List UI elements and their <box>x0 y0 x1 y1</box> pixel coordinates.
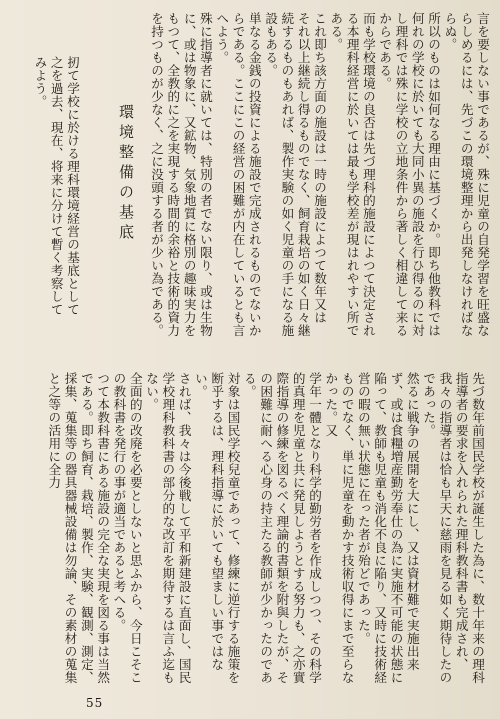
paragraph: 先づ数年前国民学校が誕生した為に、数十年来の理科指導者の要求を入れられた理科教科書も完成され、我々の指導者は恰も早天に慈雨を見る如く期待したのであった。 <box>421 372 485 684</box>
intro-paragraph: 扨て学校に於ける理科環境経営の基底として之を過去、現在、将来に分けて暫く考察してみよう。 <box>32 56 80 316</box>
paragraph: 言を要しない事であるが、殊に児童の自発学習を旺盛ならしめるには、先づこの環境整理から出発しなければならぬ。 <box>442 12 490 337</box>
section-heading <box>86 58 138 318</box>
lower-text-block <box>46 372 485 692</box>
paragraph: されば、我々は今後戦して平和新建設に直面し、国民学校理科教科書の部分的な改訂を期待するは言ふ迄もない。 <box>144 372 192 684</box>
paragraph: 殊に指導者に就いては、特別の者でない限り、或は生物に、或は物象に、又鉱物、気象地質に格別の趣味実力をもつて、全教的に之を実現する時間的余裕と技術的資力を持つものが少なく、之に没頭する者が少い為である。 <box>149 12 213 337</box>
paragraph: つて本教科書にある施設の完全な実現を図る事は当然である。即ち飼育、栽培、製作、実験、観測、測定、採集、蒐集等の器具器械設備は勿論、その素材の蒐集と之等の活用に全力 <box>46 372 111 684</box>
paragraph: 而も学校環境の良否は先づ理科的施設によつて決定される本理科経営に於いては最も学校差が現はれやすい所である。 <box>328 12 376 337</box>
paragraph: 全面的の改廃を必要としないと思ふから、今日こそこの教科書を発行の事が適当であると考へる。 <box>111 372 143 684</box>
paragraph: 所以のものは如何なる理由に基づくか。即ち他教科では何れの学校に於いても大同小異の施設を行ひ得るのに対し理科では殊に学校の立地条件から著しく相違して来るからである。 <box>377 12 442 337</box>
paragraph: 対象は国民学校兒童であって、修練に逆行する施策を断乎するは、理科指導に於いても望ましい事ではない。 <box>192 372 241 684</box>
paragraph: 学年一體となり科学的勤労者を作成しつつ、その科学的真理を児童と共に発見しようとする努力も、之亦實際指導の修練を図るべく理論的書類を附與したが、その困難に耐へる心身の持主たる教師が少かったのである。 <box>241 372 323 684</box>
paragraph: これ即ち該方面の施設は一時の施設によつて数年又は <box>312 12 328 324</box>
page-number: 55 <box>86 696 104 710</box>
section-intro <box>30 56 80 326</box>
paragraph: ものでなく、単に児童を動かす技術収得にまで至らなかった。又 <box>323 372 355 684</box>
paragraph: 然るに戦争の展開を大にし、又は資材難で実施出来ず、或は食糧増産勤労奉仕の為に実施不可能の状態に陥って、教師も児童も消化不良に陥り、又時に技術経営の暇の無い状態に在った者が殆どであった。 <box>355 372 420 684</box>
paragraph: それ以上継続し得るものでなく、飼育栽培の如く日々継続するものもあれば、製作実験の如く児童の手になる施設もある。 <box>263 12 311 337</box>
paragraph: 単なる金銭の投資による施設で完成されるものでないからである。ここにこの経営の困難が内在しているとも言へよう。 <box>214 12 262 337</box>
section-title: 環境整備の基底 <box>117 104 135 244</box>
upper-text-block <box>150 12 490 345</box>
